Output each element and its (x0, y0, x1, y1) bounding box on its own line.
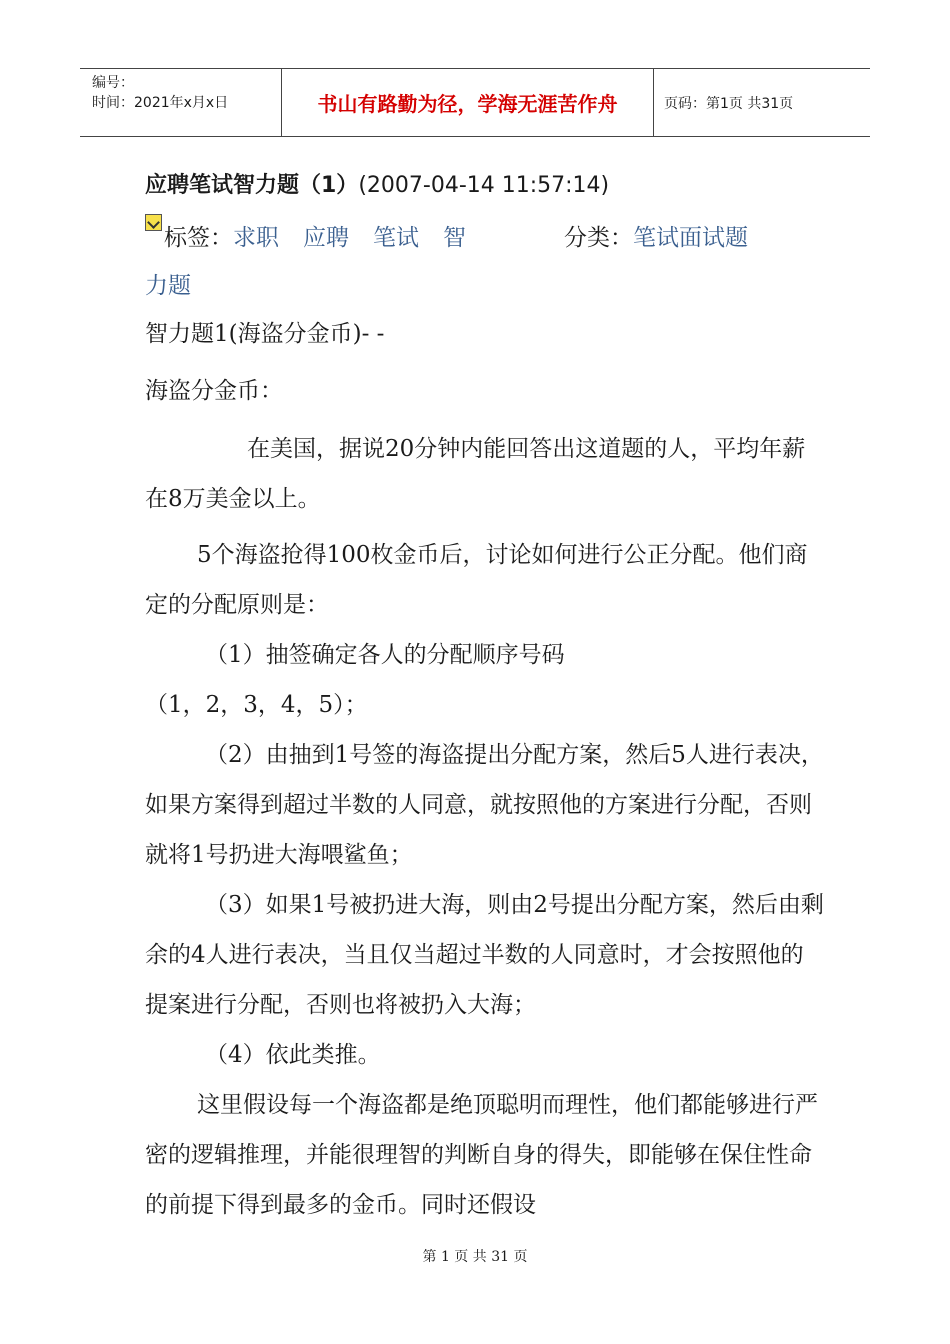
paragraph: （2）由抽到1号签的海盗提出分配方案，然后5人进行表决，如果方案得到超过半数的人同意，就按照他的方案进行分配，否则就将1号扔进大海喂鲨鱼； (145, 742, 824, 868)
tag-icon (145, 214, 162, 231)
tags-row (145, 214, 825, 310)
paragraph: 海盗分金币： (145, 378, 283, 404)
tags-label: 标签： (164, 225, 233, 251)
title-text: 应聘笔试智力题（1） (145, 173, 359, 198)
tag-link[interactable]: 求职 (233, 225, 279, 251)
tag-link[interactable]: 笔试 (373, 225, 419, 251)
paragraph: 5个海盗抢得100枚金币后，讨论如何进行公正分配。他们商定的分配原则是： (145, 542, 808, 618)
paragraph: 这里假设每一个海盗都是绝顶聪明而理性，他们都能够进行严密的逻辑推理，并能很理智的判断自身的得失，即能够在保住性命的前提下得到最多的金币。同时还假设 (145, 1092, 818, 1218)
paragraph: 在美国，据说20分钟内能回答出这道题的人，平均年薪在8万美金以上。 (145, 436, 806, 512)
paragraph: （1）抽签确定各人的分配顺序号码 (205, 642, 565, 668)
tag-link[interactable]: 智 (443, 225, 466, 251)
tag-link-wrap[interactable]: 力题 (145, 273, 191, 299)
header-page-info: 页码：第1页 共31页 (664, 95, 794, 112)
page-footer: 第 1 页 共 31 页 (422, 1249, 528, 1265)
tag-link[interactable]: 应聘 (303, 225, 349, 251)
document-header (80, 68, 870, 137)
article-title (145, 168, 609, 199)
paragraph: （4）依此类推。 (205, 1042, 381, 1068)
article-body (145, 312, 825, 1230)
paragraph: （1，2，3，4，5）； (145, 692, 368, 718)
header-meta (80, 69, 282, 136)
category-label: 分类： (564, 225, 633, 251)
paragraph: （3）如果1号被扔进大海，则由2号提出分配方案，然后由剩余的4人进行表决，当且仅当超过半数的人同意时，才会按照他的提案进行分配，否则也将被扔入大海； (145, 892, 824, 1018)
number-label: 编号： (92, 75, 134, 91)
paragraph: 智力题1(海盗分金币)- - (145, 321, 385, 347)
category-link[interactable]: 笔试面试题 (633, 225, 748, 251)
time-label: 时间：2021年x月x日 (92, 95, 229, 111)
title-timestamp: (2007-04-14 11:57:14) (358, 173, 610, 198)
header-motto: 书山有路勤为径，学海无涯苦作舟 (282, 69, 654, 136)
